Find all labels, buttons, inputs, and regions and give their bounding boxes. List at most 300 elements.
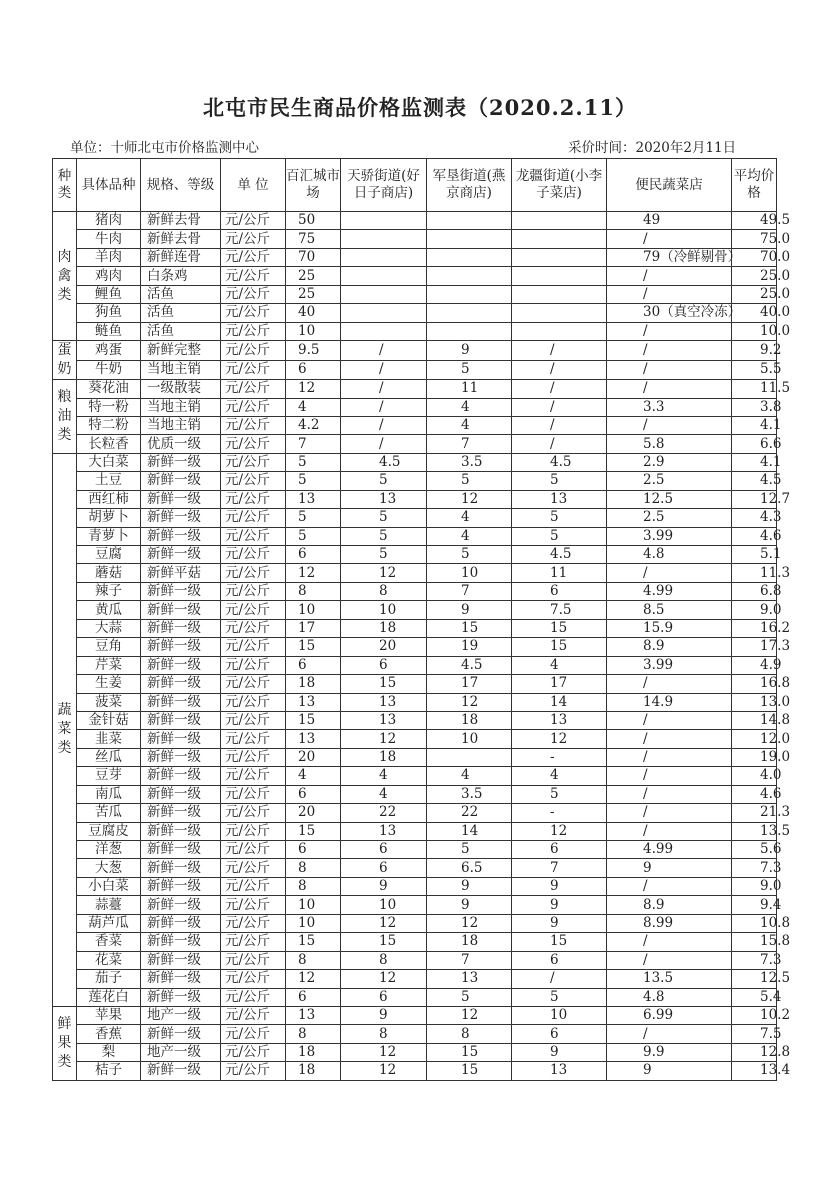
item-name: 韭菜 [77, 730, 141, 748]
table-row [53, 453, 777, 471]
unit: 元/公斤 [221, 1043, 286, 1061]
price-bianmin: 49 [607, 212, 732, 230]
price-baihuicheng: 4 [286, 767, 341, 785]
price-tianjiao [341, 248, 427, 266]
page-title: 北屯市民生商品价格监测表（2020.2.11） [203, 95, 637, 120]
price-baihuicheng: 6 [286, 988, 341, 1006]
price-longjiang [512, 212, 607, 230]
price-tianjiao: / [341, 341, 427, 361]
unit: 元/公斤 [221, 248, 286, 266]
spec: 当地主销 [141, 416, 221, 434]
item-name: 葫芦瓜 [77, 914, 141, 932]
price-longjiang: 4 [512, 656, 607, 674]
item-name: 辣子 [77, 582, 141, 600]
price-baihuicheng: 8 [286, 859, 341, 877]
table-row [53, 248, 777, 266]
price-junken: 7 [427, 951, 512, 969]
unit: 元/公斤 [221, 360, 286, 380]
unit: 元/公斤 [221, 822, 286, 840]
price-junken: 12 [427, 490, 512, 508]
unit: 元/公斤 [221, 416, 286, 434]
table-row [53, 877, 777, 895]
unit: 元/公斤 [221, 877, 286, 895]
item-name: 菠菜 [77, 693, 141, 711]
unit: 元/公斤 [221, 675, 286, 693]
price-average: 49.5 [732, 212, 777, 230]
price-average: 12.7 [732, 490, 777, 508]
table-row [53, 638, 777, 656]
header-average-price: 平均价格 [732, 159, 777, 212]
price-baihuicheng: 15 [286, 638, 341, 656]
price-bianmin: 3.99 [607, 656, 732, 674]
price-bianmin: 2.5 [607, 509, 732, 527]
table-row [53, 951, 777, 969]
price-average: 14.8 [732, 711, 777, 729]
price-longjiang: 5 [512, 785, 607, 803]
table-row [53, 988, 777, 1006]
price-junken: 5 [427, 472, 512, 490]
item-name: 鸡肉 [77, 267, 141, 285]
price-junken [427, 285, 512, 303]
price-longjiang: 13 [512, 1062, 607, 1080]
table-row [53, 435, 777, 453]
reporting-unit: 单位：十师北屯市价格监测中心 [70, 140, 259, 156]
price-longjiang: 15 [512, 638, 607, 656]
spec: 新鲜一级 [141, 767, 221, 785]
price-baihuicheng: 7 [286, 435, 341, 453]
price-tianjiao: 6 [341, 859, 427, 877]
spec: 新鲜一级 [141, 896, 221, 914]
price-tianjiao: 4 [341, 767, 427, 785]
price-longjiang: 13 [512, 711, 607, 729]
price-bianmin: / [607, 322, 732, 340]
price-longjiang: / [512, 435, 607, 453]
table-row [53, 322, 777, 340]
header-category: 种类 [53, 159, 77, 212]
spec: 新鲜去骨 [141, 230, 221, 248]
price-average: 9.4 [732, 896, 777, 914]
price-average: 5.4 [732, 988, 777, 1006]
price-bianmin: 9 [607, 859, 732, 877]
spec: 新鲜一级 [141, 601, 221, 619]
unit: 元/公斤 [221, 951, 286, 969]
price-average: 9.0 [732, 601, 777, 619]
spec: 新鲜完整 [141, 341, 221, 361]
spec: 新鲜一级 [141, 859, 221, 877]
price-tianjiao: 22 [341, 804, 427, 822]
price-average: 17.3 [732, 638, 777, 656]
price-junken: 4 [427, 509, 512, 527]
price-average: 11.5 [732, 380, 777, 398]
price-junken: 4 [427, 416, 512, 434]
price-longjiang [512, 248, 607, 266]
price-baihuicheng: 40 [286, 304, 341, 322]
price-tianjiao: 13 [341, 490, 427, 508]
price-junken: 15 [427, 619, 512, 637]
spec: 新鲜一级 [141, 619, 221, 637]
price-bianmin: 2.5 [607, 472, 732, 490]
price-longjiang [512, 230, 607, 248]
price-tianjiao: 6 [341, 841, 427, 859]
price-tianjiao: / [341, 380, 427, 398]
price-bianmin: 8.9 [607, 638, 732, 656]
price-average: 4.9 [732, 656, 777, 674]
price-baihuicheng: 9.5 [286, 341, 341, 361]
price-tianjiao: 8 [341, 951, 427, 969]
item-name: 胡萝卜 [77, 509, 141, 527]
item-name: 长粒香 [77, 435, 141, 453]
price-tianjiao: 6 [341, 656, 427, 674]
price-tianjiao: 5 [341, 509, 427, 527]
price-tianjiao: 13 [341, 693, 427, 711]
table-row [53, 582, 777, 600]
table-row [53, 1006, 777, 1024]
table-row [53, 472, 777, 490]
price-junken [427, 267, 512, 285]
price-bianmin: / [607, 767, 732, 785]
price-bianmin: / [607, 380, 732, 398]
spec: 白条鸡 [141, 267, 221, 285]
price-junken: 14 [427, 822, 512, 840]
item-name: 特二粉 [77, 416, 141, 434]
price-baihuicheng: 15 [286, 933, 341, 951]
unit: 元/公斤 [221, 841, 286, 859]
price-average: 75.0 [732, 230, 777, 248]
price-baihuicheng: 4.2 [286, 416, 341, 434]
category-label: 肉禽类 [53, 212, 77, 341]
table-row [53, 564, 777, 582]
price-baihuicheng: 5 [286, 453, 341, 471]
price-average: 4.5 [732, 472, 777, 490]
price-baihuicheng: 6 [286, 656, 341, 674]
price-tianjiao [341, 212, 427, 230]
price-junken: 4 [427, 398, 512, 416]
price-junken: 18 [427, 711, 512, 729]
unit: 元/公斤 [221, 1006, 286, 1024]
item-name: 桔子 [77, 1062, 141, 1080]
price-baihuicheng: 6 [286, 360, 341, 380]
price-tianjiao: 4 [341, 785, 427, 803]
price-average: 11.3 [732, 564, 777, 582]
spec: 新鲜一级 [141, 804, 221, 822]
item-name: 洋葱 [77, 841, 141, 859]
price-tianjiao [341, 267, 427, 285]
price-baihuicheng: 20 [286, 748, 341, 766]
price-junken: 22 [427, 804, 512, 822]
price-tianjiao: 10 [341, 601, 427, 619]
spec: 新鲜一级 [141, 785, 221, 803]
table-row [53, 212, 777, 230]
price-average: 12.8 [732, 1043, 777, 1061]
unit: 元/公斤 [221, 896, 286, 914]
table-row [53, 267, 777, 285]
price-tianjiao: 8 [341, 582, 427, 600]
price-tianjiao: 5 [341, 527, 427, 545]
price-baihuicheng: 10 [286, 914, 341, 932]
spec: 新鲜一级 [141, 472, 221, 490]
price-average: 70.0 [732, 248, 777, 266]
item-name: 鸡蛋 [77, 341, 141, 361]
item-name: 芹菜 [77, 656, 141, 674]
spec: 新鲜一级 [141, 933, 221, 951]
table-row [53, 970, 777, 988]
price-longjiang: / [512, 416, 607, 434]
price-baihuicheng: 4 [286, 398, 341, 416]
unit: 元/公斤 [221, 212, 286, 230]
price-longjiang: 4.5 [512, 453, 607, 471]
unit: 元/公斤 [221, 322, 286, 340]
price-bianmin: 9.9 [607, 1043, 732, 1061]
price-junken: 9 [427, 601, 512, 619]
spec: 新鲜一级 [141, 711, 221, 729]
price-junken [427, 748, 512, 766]
item-name: 茄子 [77, 970, 141, 988]
price-junken: 13 [427, 970, 512, 988]
price-junken: 9 [427, 896, 512, 914]
item-name: 香蕉 [77, 1025, 141, 1043]
item-name: 香菜 [77, 933, 141, 951]
unit: 元/公斤 [221, 435, 286, 453]
price-baihuicheng: 12 [286, 564, 341, 582]
price-baihuicheng: 50 [286, 212, 341, 230]
price-tianjiao: 4.5 [341, 453, 427, 471]
price-bianmin: 79（冷鲜剔骨） [607, 248, 732, 266]
price-baihuicheng: 20 [286, 804, 341, 822]
spec: 当地主销 [141, 398, 221, 416]
spec: 新鲜一级 [141, 988, 221, 1006]
spec: 优质一级 [141, 435, 221, 453]
price-baihuicheng: 13 [286, 730, 341, 748]
price-baihuicheng: 18 [286, 675, 341, 693]
item-name: 豆腐皮 [77, 822, 141, 840]
price-average: 4.1 [732, 416, 777, 434]
price-baihuicheng: 6 [286, 785, 341, 803]
price-average: 12.0 [732, 730, 777, 748]
spec: 当地主销 [141, 360, 221, 380]
price-bianmin: / [607, 416, 732, 434]
spec: 新鲜一级 [141, 914, 221, 932]
price-bianmin: / [607, 730, 732, 748]
price-tianjiao [341, 304, 427, 322]
price-tianjiao: 8 [341, 1025, 427, 1043]
item-name: 豆腐 [77, 546, 141, 564]
item-name: 蒜薹 [77, 896, 141, 914]
item-name: 豆芽 [77, 767, 141, 785]
price-longjiang: 6 [512, 1025, 607, 1043]
item-name: 鲤鱼 [77, 285, 141, 303]
table-header-row [53, 159, 777, 212]
price-tianjiao: 18 [341, 619, 427, 637]
unit: 元/公斤 [221, 453, 286, 471]
item-name: 金针菇 [77, 711, 141, 729]
price-longjiang: - [512, 748, 607, 766]
price-bianmin: 30（真空冷冻） [607, 304, 732, 322]
price-tianjiao: 13 [341, 822, 427, 840]
price-baihuicheng: 18 [286, 1043, 341, 1061]
price-baihuicheng: 17 [286, 619, 341, 637]
price-junken [427, 304, 512, 322]
unit: 元/公斤 [221, 341, 286, 361]
unit: 元/公斤 [221, 380, 286, 398]
price-average: 10.2 [732, 1006, 777, 1024]
price-junken: 19 [427, 638, 512, 656]
price-tianjiao: / [341, 416, 427, 434]
price-tianjiao: / [341, 360, 427, 380]
price-bianmin: / [607, 341, 732, 361]
price-longjiang [512, 304, 607, 322]
item-name: 苹果 [77, 1006, 141, 1024]
table-row [53, 748, 777, 766]
unit: 元/公斤 [221, 711, 286, 729]
item-name: 小白菜 [77, 877, 141, 895]
unit: 元/公斤 [221, 767, 286, 785]
price-junken: 12 [427, 1006, 512, 1024]
price-junken: 6.5 [427, 859, 512, 877]
price-tianjiao: 10 [341, 896, 427, 914]
category-label: 蛋奶 [53, 341, 77, 380]
unit: 元/公斤 [221, 656, 286, 674]
price-junken: 12 [427, 914, 512, 932]
price-tianjiao: 18 [341, 748, 427, 766]
price-junken: 7 [427, 582, 512, 600]
price-tianjiao: 15 [341, 675, 427, 693]
price-tianjiao: 6 [341, 988, 427, 1006]
price-bianmin: / [607, 877, 732, 895]
unit: 元/公斤 [221, 304, 286, 322]
price-junken [427, 230, 512, 248]
spec: 新鲜一级 [141, 730, 221, 748]
price-monitoring-table [52, 158, 791, 1081]
price-junken: 17 [427, 675, 512, 693]
item-name: 牛奶 [77, 360, 141, 380]
price-longjiang: 12 [512, 730, 607, 748]
price-bianmin: / [607, 748, 732, 766]
price-average: 9.2 [732, 341, 777, 361]
spec: 新鲜一级 [141, 877, 221, 895]
unit: 元/公斤 [221, 230, 286, 248]
item-name: 猪肉 [77, 212, 141, 230]
price-baihuicheng: 12 [286, 380, 341, 398]
price-tianjiao: 20 [341, 638, 427, 656]
price-longjiang: / [512, 341, 607, 361]
price-baihuicheng: 18 [286, 1062, 341, 1080]
unit: 元/公斤 [221, 748, 286, 766]
table-body [53, 212, 791, 1081]
price-baihuicheng: 13 [286, 490, 341, 508]
price-bianmin: / [607, 1025, 732, 1043]
unit: 元/公斤 [221, 398, 286, 416]
table-row [53, 767, 777, 785]
price-bianmin: 4.99 [607, 582, 732, 600]
price-average: 15.8 [732, 933, 777, 951]
spec: 新鲜去骨 [141, 212, 221, 230]
spec: 新鲜平菇 [141, 564, 221, 582]
price-tianjiao [341, 322, 427, 340]
price-average: 10.8 [732, 914, 777, 932]
item-name: 苦瓜 [77, 804, 141, 822]
price-tianjiao: 13 [341, 711, 427, 729]
price-average: 10.0 [732, 322, 777, 340]
item-name: 大蒜 [77, 619, 141, 637]
price-bianmin: / [607, 804, 732, 822]
spec: 新鲜一级 [141, 951, 221, 969]
price-bianmin: 4.99 [607, 841, 732, 859]
price-bianmin: 8.99 [607, 914, 732, 932]
price-tianjiao: 12 [341, 1062, 427, 1080]
unit: 元/公斤 [221, 582, 286, 600]
table-row [53, 1062, 777, 1080]
price-baihuicheng: 10 [286, 896, 341, 914]
price-tianjiao: 12 [341, 914, 427, 932]
table-row [53, 416, 777, 434]
table-row [53, 933, 777, 951]
spec: 新鲜一级 [141, 675, 221, 693]
item-name: 鲢鱼 [77, 322, 141, 340]
price-tianjiao: 5 [341, 546, 427, 564]
header-baihuicheng-market: 百汇城市场 [286, 159, 341, 212]
price-tianjiao: 5 [341, 472, 427, 490]
table-row [53, 914, 777, 932]
price-junken: 15 [427, 1062, 512, 1080]
price-average: 9.0 [732, 877, 777, 895]
table-row [53, 1025, 777, 1043]
price-baihuicheng: 75 [286, 230, 341, 248]
spec: 新鲜连骨 [141, 248, 221, 266]
item-name: 青萝卜 [77, 527, 141, 545]
unit: 元/公斤 [221, 472, 286, 490]
spec: 新鲜一级 [141, 1062, 221, 1080]
price-baihuicheng: 13 [286, 693, 341, 711]
price-tianjiao [341, 285, 427, 303]
price-longjiang: 7.5 [512, 601, 607, 619]
item-name: 特一粉 [77, 398, 141, 416]
item-name: 羊肉 [77, 248, 141, 266]
price-baihuicheng: 15 [286, 711, 341, 729]
price-baihuicheng: 5 [286, 527, 341, 545]
item-name: 西红柿 [77, 490, 141, 508]
price-junken: 5 [427, 360, 512, 380]
price-average: 7.5 [732, 1025, 777, 1043]
price-bianmin: 3.3 [607, 398, 732, 416]
price-longjiang: 5 [512, 988, 607, 1006]
price-baihuicheng: 6 [286, 546, 341, 564]
price-bianmin: / [607, 267, 732, 285]
price-junken: 18 [427, 933, 512, 951]
price-tianjiao: 15 [341, 933, 427, 951]
item-name: 梨 [77, 1043, 141, 1061]
price-longjiang: 12 [512, 822, 607, 840]
price-average: 19.0 [732, 748, 777, 766]
table-row [53, 711, 777, 729]
unit: 元/公斤 [221, 509, 286, 527]
table-row [53, 490, 777, 508]
price-average: 16.2 [732, 619, 777, 637]
price-bianmin: 14.9 [607, 693, 732, 711]
price-longjiang: 17 [512, 675, 607, 693]
price-average: 6.6 [732, 435, 777, 453]
unit: 元/公斤 [221, 914, 286, 932]
price-average: 4.6 [732, 527, 777, 545]
price-baihuicheng: 6 [286, 841, 341, 859]
price-baihuicheng: 10 [286, 601, 341, 619]
price-junken [427, 322, 512, 340]
table-row [53, 619, 777, 637]
item-name: 土豆 [77, 472, 141, 490]
price-average: 6.8 [732, 582, 777, 600]
price-longjiang: 6 [512, 951, 607, 969]
price-longjiang: 6 [512, 841, 607, 859]
price-tianjiao: / [341, 435, 427, 453]
